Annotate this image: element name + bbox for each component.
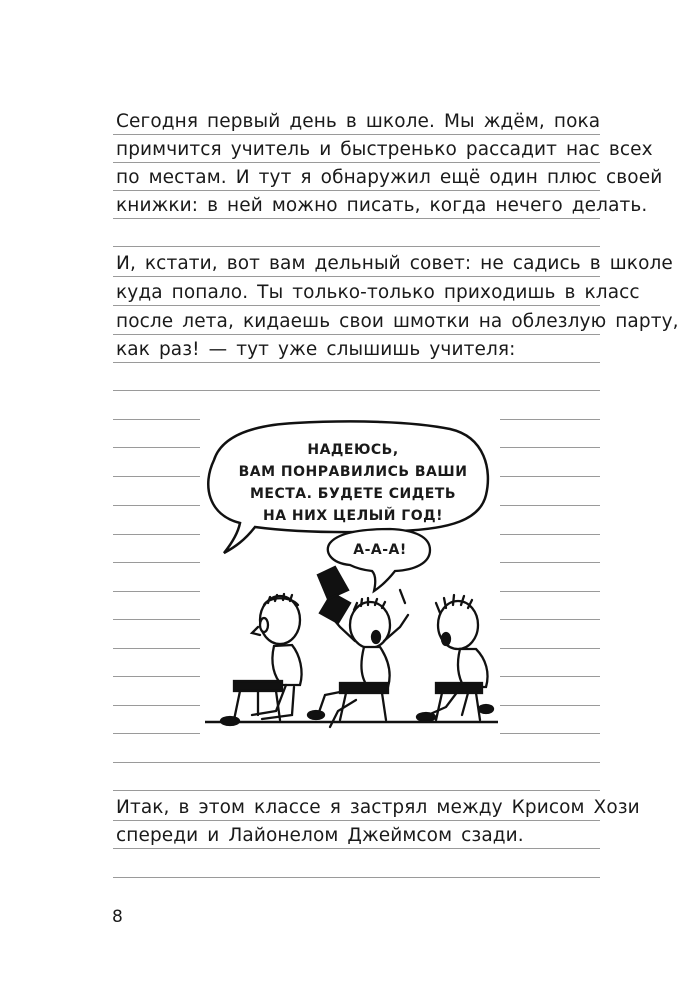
text-line: Сегодня первый день в школе. Мы ждём, пока: [116, 111, 601, 132]
rule-line: [113, 134, 600, 135]
text-line: книжки: в ней можно писать, когда нечего делать.: [116, 195, 648, 216]
text-line: как раз! — тут уже слышишь учителя:: [116, 339, 516, 360]
text-line: после лета, кидаешь свои шмотки на облезлую парту,: [116, 311, 679, 332]
text-line: по местам. И тут я обнаружил ещё один плюс своей: [116, 167, 663, 188]
text-line: спереди и Лайонелом Джеймсом сзади.: [116, 825, 524, 846]
rule-line: [113, 162, 600, 163]
rule-line: [113, 276, 600, 277]
rule-line: [113, 790, 600, 791]
text-line: куда попало. Ты только-только приходишь в класс: [116, 282, 640, 303]
speech-line: НАДЕЮСЬ,: [307, 442, 399, 458]
rule-line: [113, 390, 600, 391]
teacher-speech-text: [228, 439, 478, 527]
rule-line: [113, 848, 600, 849]
rule-line: [113, 218, 600, 219]
rule-line: [113, 762, 600, 763]
text-line: Итак, в этом классе я застрял между Крисом Хози: [116, 797, 640, 818]
text-line: И, кстати, вот вам дельный совет: не садись в школе: [116, 253, 673, 274]
rule-line: [113, 246, 600, 247]
rule-line: [113, 334, 600, 335]
speech-line: НА НИХ ЦЕЛЫЙ ГОД!: [263, 508, 443, 524]
speech-line: ВАМ ПОНРАВИЛИСЬ ВАШИ: [238, 464, 468, 480]
text-line: примчится учитель и быстренько рассадит нас всех: [116, 139, 653, 160]
rule-line: [113, 305, 600, 306]
classroom-illustration: [200, 415, 500, 750]
student-speech-text: А-А-А!: [353, 542, 407, 558]
page-number: 8: [112, 907, 123, 927]
rule-line: [113, 820, 600, 821]
rule-line: [113, 190, 600, 191]
rule-line: [113, 362, 600, 363]
speech-line: МЕСТА. БУДЕТЕ СИДЕТЬ: [249, 486, 457, 502]
rule-line: [113, 877, 600, 878]
